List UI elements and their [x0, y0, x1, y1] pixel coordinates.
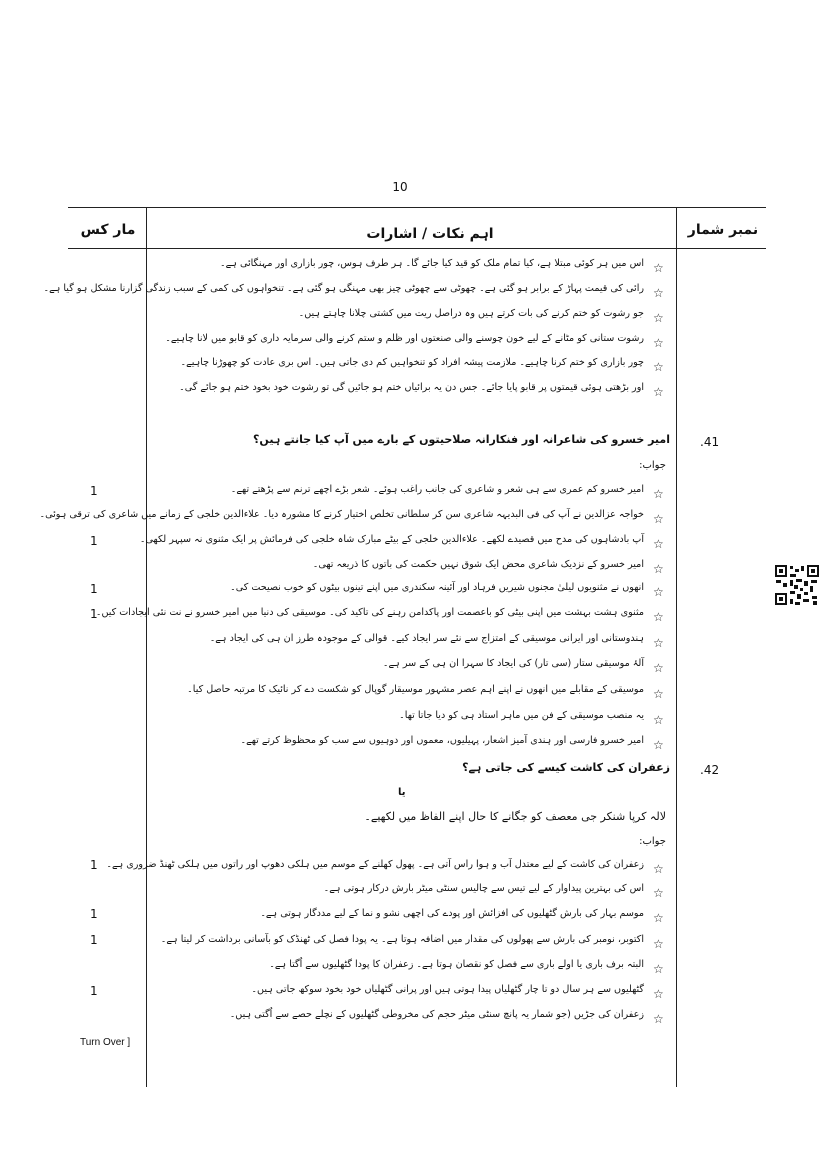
point-text: زعفران کی جڑیں (جو شمار یہ پانچ سنٹی میٹر حجم کی مخروطی گٹھلیوں کے نچلے حصے سے اُگتی ہیں۔ [229, 1009, 644, 1020]
table-top-border [68, 207, 766, 208]
point-text: موسم بہار کی بارش گٹھلیوں کی افزائش اور پودے کی اچھی نشو و نما کے لیے مددگار ہوتی ہے۔ [260, 908, 644, 919]
mark-value: 1 [90, 933, 98, 947]
turn-over-label: Turn Over ] [80, 1037, 131, 1048]
point-text: یہ منصب موسیقی کے فن میں ماہر استاد ہی کو دیا جاتا تھا۔ [399, 710, 644, 721]
star-bullet-icon: ☆ [653, 537, 664, 551]
star-bullet-icon: ☆ [653, 636, 664, 650]
star-bullet-icon: ☆ [653, 886, 664, 900]
star-bullet-icon: ☆ [653, 336, 664, 350]
point-text: خواجہ عزالدین نے آپ کی فی البدیہہ شاعری سن کر سلطانی تخلص اختیار کرنے کا مشورہ دیا۔ علاءالدین خلجی کے زمانے میں شاعری کی ترقی ہوئی۔ [39, 509, 644, 520]
point-text: اس کی بہترین پیداوار کے لیے تیس سے چالیس سنٹی میٹر بارش درکار ہوتی ہے۔ [323, 883, 644, 894]
point-text: امیر خسرو فارسی اور ہندی آمیز اشعار، پہیلیوں، معموں اور دوہیوں سے سب کو محظوظ کرتے تھے۔ [240, 735, 644, 746]
point-text: آپ بادشاہوں کی مدح میں قصیدے لکھے۔ علاءالدین خلجی کے بیٹے مبارک شاہ خلجی کی فرمائش پر ایک مثنوی نہ سپہر لکھی۔ [139, 534, 644, 545]
point-text: مثنوی ہشت بہشت میں اپنی بیٹی کو باعصمت اور پاکدامن رہنے کی تاکید کی۔ موسیقی کی دنیا میں امیر خسرو نے نت نئی ایجادات کیں۔ [95, 607, 644, 618]
point-text: اور بڑھتی ہوئی قیمتوں پر قابو پایا جائے۔ جس دن یہ برائیاں ختم ہو جائیں گی تو رشوت خود بخود ختم ہو جائے گی۔ [179, 382, 644, 393]
star-bullet-icon: ☆ [653, 385, 664, 399]
mark-value: 1 [90, 582, 98, 596]
question-number: .42 [700, 763, 720, 777]
mark-value: 1 [90, 607, 98, 621]
point-text: انھوں نے مثنویوں لیلیٰ مجنوں شیریں فرہاد اور آئینہ سکندری میں اپنے تینوں بیٹوں کو خوب نصیحت کی۔ [230, 582, 644, 593]
question-text: امیر خسرو کی شاعرانہ اور فنکارانہ صلاحیتوں کے بارے میں آپ کیا جانتے ہیں؟ [253, 433, 670, 446]
star-bullet-icon: ☆ [653, 661, 664, 675]
star-bullet-icon: ☆ [653, 562, 664, 576]
qr-code-icon [774, 564, 820, 606]
point-text: اکتوبر، نومبر کی بارش سے پھولوں کی مقدار میں اضافہ ہوتا ہے۔ یہ پودا فصل کی ٹھنڈک کو بآسانی برداشت کر لیتا ہے۔ [160, 934, 644, 945]
header-points: اہم نکات / اشارات [366, 226, 494, 242]
star-bullet-icon: ☆ [653, 911, 664, 925]
point-text: البتہ برف باری یا اولے باری سے فصل کو نقصان ہوتا ہے۔ زعفران کا پودا گٹھلیوں سے اُگتا ہے۔ [269, 959, 644, 970]
header-marks: مار کس [80, 222, 136, 238]
or-label: یا [398, 787, 406, 798]
point-text: موسیقی کے مقابلے میں انھوں نے اپنے اہم عصر مشہور موسیقار گوپال کو شکست دے کر نائیک کا مرتبہ حاصل کیا۔ [187, 684, 644, 695]
mark-value: 1 [90, 534, 98, 548]
star-bullet-icon: ☆ [653, 261, 664, 275]
point-text: امیر خسرو کم عمری سے ہی شعر و شاعری کی جانب راغب ہوئے۔ شعر بڑے اچھے ترنم سے پڑھتے تھے۔ [230, 484, 644, 495]
point-text: گٹھلیوں سے ہر سال دو تا چار گٹھلیاں پیدا ہوتی ہیں اور پرانی گٹھلیاں خود بخود سوکھ جاتی ہیں۔ [251, 984, 644, 995]
star-bullet-icon: ☆ [653, 311, 664, 325]
mark-value: 1 [90, 484, 98, 498]
point-text: آلۂ موسیقی ستار (سی تار) کی ایجاد کا سہرا ان ہی کے سر ہے۔ [382, 658, 644, 669]
point-text: جو رشوت کو ختم کرنے کی بات کرتے ہیں وہ دراصل ریت میں کشتی چلانا چاہتے ہیں۔ [298, 308, 644, 319]
star-bullet-icon: ☆ [653, 487, 664, 501]
alt-question-text: لالہ کرپا شنکر جی معصف کو جگانے کا حال اپنے الفاظ میں لکھیے۔ [364, 810, 666, 823]
header-bottom-border [68, 248, 766, 249]
question-text: زعفران کی کاشت کیسے کی جاتی ہے؟ [462, 761, 670, 774]
star-bullet-icon: ☆ [653, 738, 664, 752]
star-bullet-icon: ☆ [653, 713, 664, 727]
answer-label: جواب: [639, 460, 666, 471]
star-bullet-icon: ☆ [653, 610, 664, 624]
page-number: 10 [392, 180, 408, 194]
point-text: اس میں ہر کوئی مبتلا ہے، کیا تمام ملک کو قید کیا جائے گا۔ ہر طرف ہوس، چور بازاری اور مہنگائی ہے۔ [220, 258, 644, 269]
point-text: زعفران کی کاشت کے لیے معتدل آب و ہوا راس آتی ہے۔ پھول کھلنے کے موسم میں ہلکی دھوپ اور راتوں میں ہلکی ٹھنڈ ضروری ہے۔ [106, 859, 644, 870]
column-divider-marks [146, 207, 147, 1087]
star-bullet-icon: ☆ [653, 962, 664, 976]
point-text: چور بازاری کو ختم کرنا چاہیے۔ ملازمت پیشہ افراد کو تنخواہیں کم دی جاتی ہیں۔ اس بری عادت کو چھوڑنا چاہیے۔ [180, 357, 644, 368]
star-bullet-icon: ☆ [653, 937, 664, 951]
star-bullet-icon: ☆ [653, 286, 664, 300]
column-divider-serial [676, 207, 677, 1087]
star-bullet-icon: ☆ [653, 512, 664, 526]
answer-label: جواب: [639, 836, 666, 847]
star-bullet-icon: ☆ [653, 585, 664, 599]
point-text: امیر خسرو کے نزدیک شاعری محض ایک شوق نہیں حکمت کی باتوں کا ذریعہ تھی۔ [312, 559, 644, 570]
point-text: رائی کی قیمت پہاڑ کے برابر ہو گئی ہے۔ چھوٹی سے چھوٹی چیز بھی مہنگی ہو گئی ہے۔ تنخواہوں کی کمی کے سبب زندگی گزارنا مشکل ہو گیا ہے۔ [43, 283, 644, 294]
star-bullet-icon: ☆ [653, 360, 664, 374]
header-serial: نمبر شمار [687, 222, 759, 238]
question-number: .41 [700, 435, 720, 449]
star-bullet-icon: ☆ [653, 987, 664, 1001]
mark-value: 1 [90, 858, 98, 872]
point-text: رشوت ستانی کو مٹانے کے لیے خون چوسنے والی صنعتوں اور ظلم و ستم کرنے والی سرمایہ داری کو قابو میں لانا چاہیے۔ [165, 333, 644, 344]
mark-value: 1 [90, 984, 98, 998]
point-text: ہندوستانی اور ایرانی موسیقی کے امتزاج سے نئے سر ایجاد کیے۔ قوالی کے موجودہ طرز ان ہی کی ایجاد ہے۔ [209, 633, 644, 644]
star-bullet-icon: ☆ [653, 687, 664, 701]
star-bullet-icon: ☆ [653, 1012, 664, 1026]
mark-value: 1 [90, 907, 98, 921]
star-bullet-icon: ☆ [653, 862, 664, 876]
